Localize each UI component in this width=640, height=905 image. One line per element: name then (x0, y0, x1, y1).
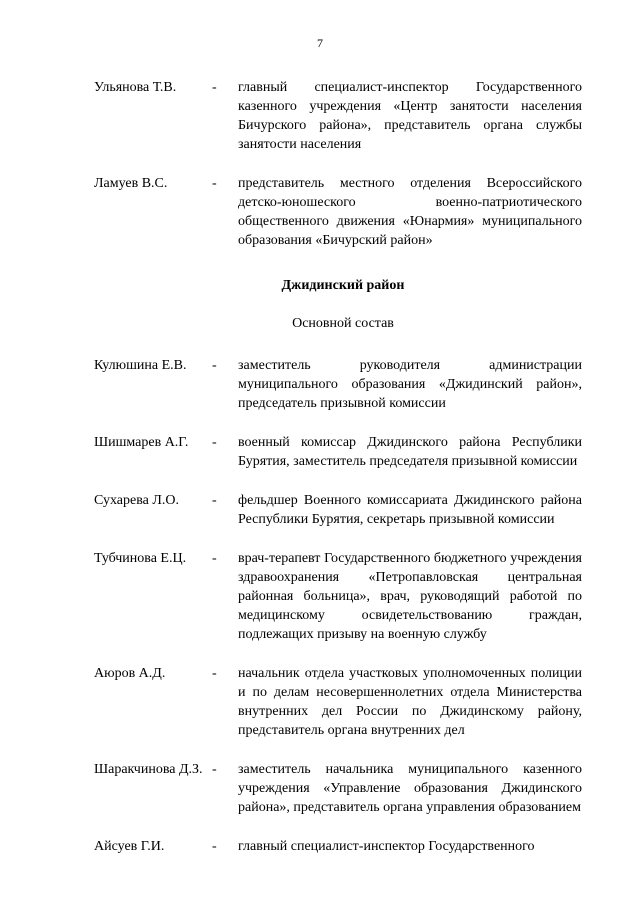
dash-separator: - (212, 493, 217, 508)
dash-separator: - (212, 762, 217, 777)
dash-separator: - (212, 80, 217, 95)
member-position: военный комиссар Джидинского района Республики Бурятия, заместитель председателя призывной комиссии (238, 435, 582, 469)
dash-separator: - (212, 435, 217, 450)
member-name: Кулюшина Е.В. (94, 358, 187, 373)
dash-separator: - (212, 666, 217, 681)
member-entry (94, 664, 582, 740)
member-entry (94, 491, 582, 529)
member-entry (94, 356, 582, 413)
dash-separator: - (212, 551, 217, 566)
member-name: Шаракчинова Д.З. (94, 762, 203, 777)
member-name: Сухарева Л.О. (94, 493, 179, 508)
member-entry (94, 837, 582, 856)
dash-separator: - (212, 839, 217, 854)
member-position: главный специалист-инспектор Государственного казенного учреждения «Центр занятости населения Бичурского района», представитель органа службы занятости населения (238, 80, 582, 152)
member-position: представитель местного отделения Всероссийского детско-юношеского военно-патриотического общественного движения «Юнармия» муниципального образования «Бичурский район» (238, 176, 582, 248)
section-title: Джидинский район (281, 278, 405, 293)
member-position: главный специалист-инспектор Государственного (238, 839, 535, 854)
member-entry (94, 760, 582, 817)
member-entry (94, 174, 582, 250)
dash-separator: - (212, 358, 217, 373)
member-name: Айсуев Г.И. (94, 839, 165, 854)
document-body (94, 78, 582, 856)
member-position: заместитель руководителя администрации муниципального образования «Джидинский район», председатель призывной комиссии (238, 358, 582, 411)
subsection-title: Основной состав (292, 316, 394, 331)
member-name: Шишмарев А.Г. (94, 435, 189, 450)
member-name: Ламуев В.С. (94, 176, 168, 191)
member-position: начальник отдела участковых уполномоченных полиции и по делам несовершеннолетних отдела Министерства внутренних дел России по Джидинскому району, представитель органа внутренних дел (238, 666, 582, 738)
member-position: заместитель начальника муниципального казенного учреждения «Управление образования Джидинского района», представитель органа управления образованием (238, 762, 582, 815)
member-entry (94, 433, 582, 471)
dash-separator: - (212, 176, 217, 191)
member-position: фельдшер Военного комиссариата Джидинского района Республики Бурятия, секретарь призывной комиссии (238, 493, 582, 527)
member-name: Ульянова Т.В. (94, 80, 177, 95)
member-position: врач-терапевт Государственного бюджетного учреждения здравоохранения «Петропавловская центральная районная больница», врач, руководящий работой по медицинскому освидетельствованию граждан, подлежащих призыву на военную службу (238, 551, 582, 642)
member-entry (94, 549, 582, 644)
member-name: Тубчинова Е.Ц. (94, 551, 187, 566)
member-name: Аюров А.Д. (94, 666, 166, 681)
member-entry (94, 78, 582, 154)
page-number: 7 (317, 36, 323, 50)
